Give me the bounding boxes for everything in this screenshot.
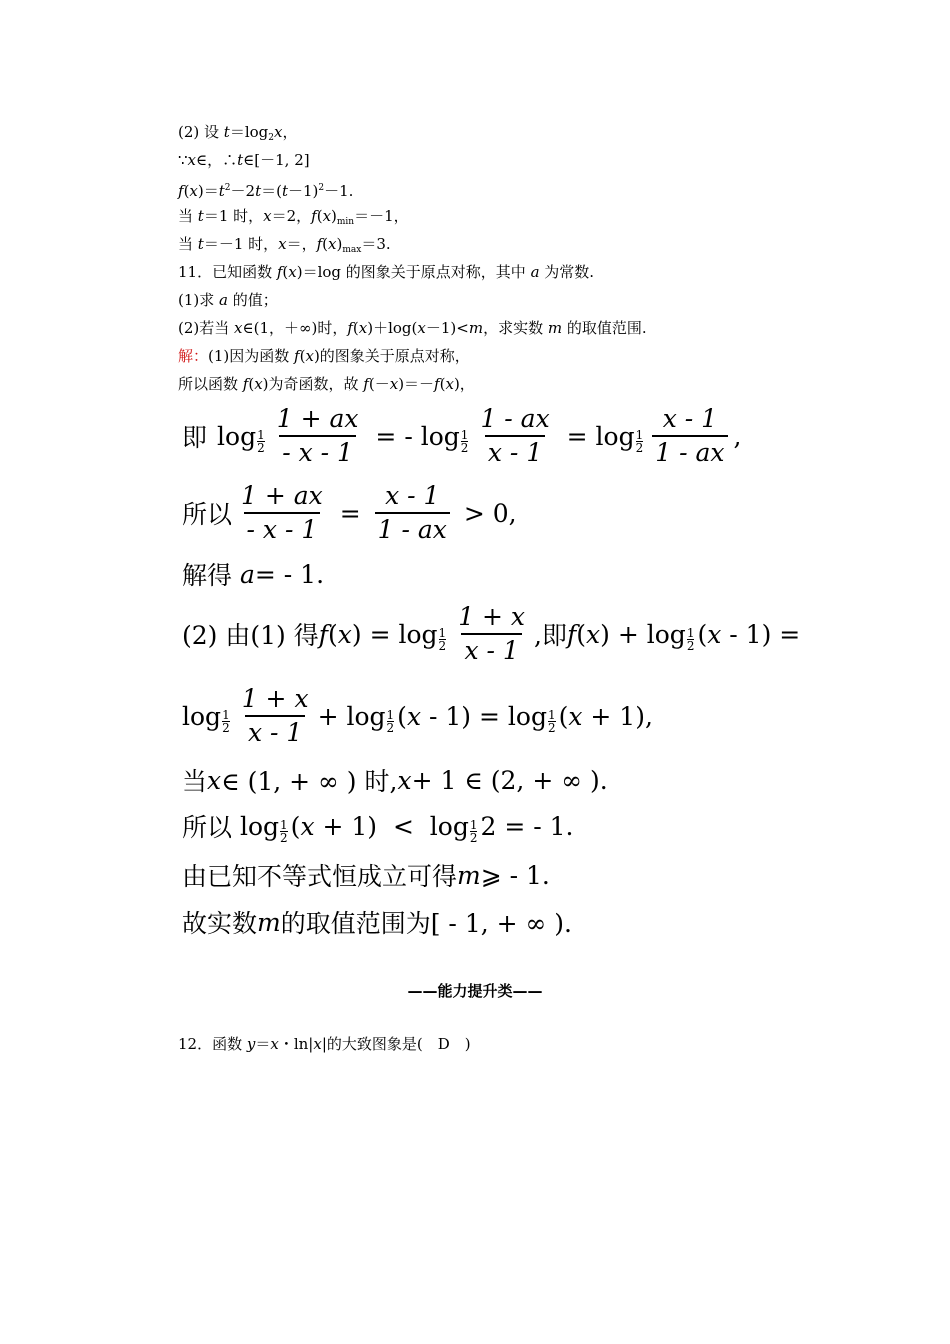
formula-line-2: 所以 $\frac{1 + ax}{- x - 1}$ = $\frac{x - 1}{1 - ax}$ > 0,	[182, 481, 517, 544]
text-line-l9: 解：(1)因为函数 f(x)的图象关于原点对称，	[178, 347, 470, 365]
log-half: log 1 2	[217, 421, 265, 455]
formula-line-5: log 1 2 $\frac{1 + x}{x - 1}$ + log 1 2 ( x - 1) = log 1 2 ( x + 1),	[182, 684, 653, 747]
formula-prefix: 即	[182, 423, 208, 452]
formula-line-8: 由已知不等式恒成立可得 m ⩾ - 1.	[182, 860, 550, 891]
text-line-l4: 当 t＝1 时，x＝2，$f(x)_{min}=-1$，	[178, 207, 409, 227]
log-half: log 1 2	[595, 421, 644, 455]
fraction: $\frac{1 + ax}{- x - 1}$	[241, 481, 323, 544]
fraction: $\frac{1 + ax}{- x - 1}$	[276, 404, 359, 467]
text-line-l10: 所以函数 f(x)为奇函数，故 f(－x)＝－f(x)，	[178, 375, 475, 393]
fraction: $\frac{1 + x}{x - 1}$	[458, 602, 526, 665]
formula-line-6: 当 x ∈ (1, + ∞ ) 时, x + 1 ∈ (2, + ∞ ).	[182, 765, 608, 796]
text-line-l7: (1)求 a 的值；	[178, 291, 278, 309]
formula-prefix: 所以	[182, 500, 233, 529]
formula-line-4: (2) 由(1) 得 f ( x ) = log 1 2 $\frac{1 + x}{x - 1}$ ,即 f ( x ) + log 1 2 ( x - 1) =	[182, 602, 801, 665]
formula-line-1: 即 log 1 2 $\frac{1 + ax}{- x - 1}$ = - log 1 2 $\frac{1 - ax}{x - 1}$ = log 1 2 $\frac{x - 1}{1 - ax}$ ,	[182, 404, 742, 467]
question-12: 12．函数 y＝x・ln|x|的大致图象是( D )	[178, 1035, 471, 1053]
log-half: log 1 2	[420, 421, 469, 455]
text-line-l1: (2) 设 $t=\log_2x$，	[178, 123, 298, 143]
text-line-l2: ∵x∈，∴t∈[－1, 2]	[178, 151, 310, 169]
formula-line-9: 故实数 m 的取值范围为[ - 1, + ∞ ).	[182, 907, 572, 938]
formula-line-3: 解得 a = - 1.	[182, 559, 325, 590]
formula-line-7: 所以 log 1 2 ( x + 1) < log 1 2 2 = - 1.	[182, 811, 574, 845]
section-heading: ——能力提升类——	[407, 982, 543, 1000]
text-line-l8: (2)若当 x∈(1，＋∞)时，f(x)＋log(x－1)<m，求实数 m 的取值范围.	[178, 319, 647, 337]
fraction: $\frac{x - 1}{1 - ax}$	[652, 405, 727, 467]
fraction: $\frac{1 - ax}{x - 1}$	[480, 404, 550, 467]
fraction: $\frac{1 + x}{x - 1}$	[241, 684, 309, 747]
fraction: $\frac{x - 1}{1 - ax}$	[375, 482, 450, 544]
text-line-l3: $f(x)=t^2-2t=(t-1)^2-1$.	[178, 182, 354, 200]
text-line-l6: 11．已知函数 f(x)＝log 的图象关于原点对称，其中 a 为常数.	[178, 263, 595, 281]
text-line-l5: 当 t＝－1 时，x＝，$f(x)_{max}=3$.	[178, 235, 391, 255]
